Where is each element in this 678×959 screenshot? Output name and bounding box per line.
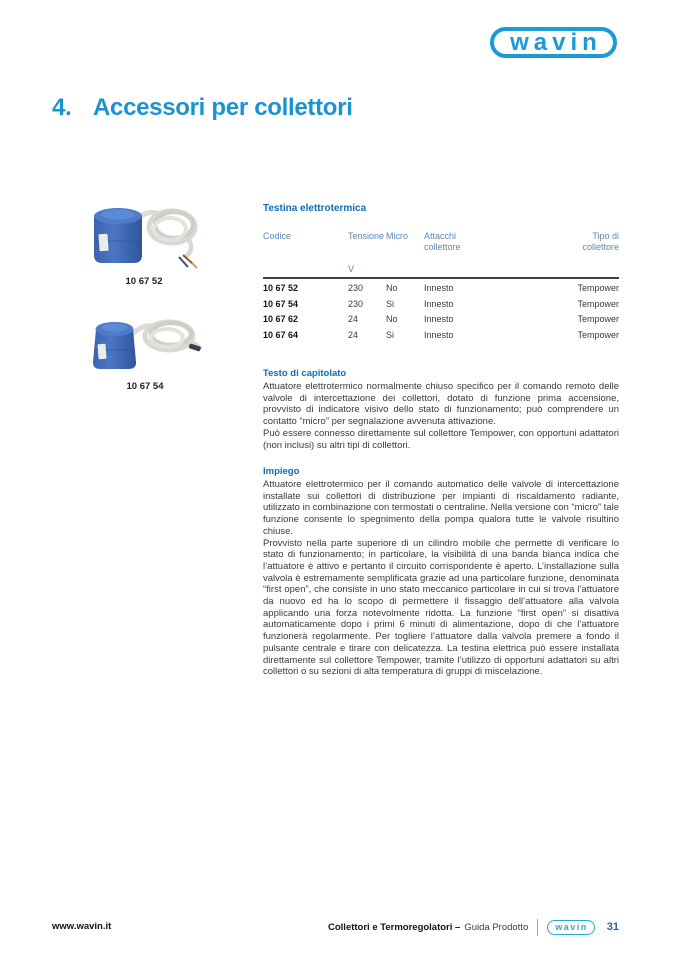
col-header-tensione: Tensione	[348, 231, 385, 241]
table-body	[263, 280, 619, 343]
cell-tipo: Tempower	[577, 330, 619, 341]
section-paragraph: Attuatore elettrotermico normalmente chiuso specifico per il comando remoto delle valvole di intercettazione dei collettori, dotato di funzione prima accensione, provvisto di indicatore visivo dello stato di funzionamento; può comprendere un contatto “micro” per segnalazione avvenuta attivazione.	[263, 381, 619, 428]
cell-attacchi: Innesto	[424, 298, 454, 309]
cell-attacchi: Innesto	[424, 330, 454, 341]
cell-tensione: 230	[348, 298, 364, 309]
cell-code: 10 67 52	[263, 282, 299, 293]
cell-micro: Si	[386, 330, 395, 341]
cell-tensione: 24	[348, 314, 359, 325]
cell-code: 10 67 62	[263, 314, 299, 325]
actuator-photo-icon	[86, 312, 204, 376]
actuator-body	[93, 322, 136, 369]
unit-volt: V	[348, 264, 355, 274]
table-title: Testina elettrotermica	[263, 203, 367, 214]
table-row	[263, 296, 619, 312]
footer-wavin-logo: wavin	[547, 920, 595, 935]
table-row	[263, 280, 619, 296]
wavin-logo-text: wavin	[510, 28, 602, 56]
wavin-logo	[490, 27, 617, 58]
table-row	[263, 312, 619, 328]
chapter-title-text: Accessori per collettori	[93, 94, 353, 121]
cable-coil	[132, 322, 201, 352]
table-row	[263, 327, 619, 343]
cell-micro: No	[386, 282, 398, 293]
cell-code: 10 67 64	[263, 330, 299, 341]
chapter-number: 4.	[52, 94, 72, 121]
page-title	[52, 94, 353, 122]
footer-website: www.wavin.it	[52, 921, 112, 932]
table-header-row	[263, 231, 619, 252]
cell-code: 10 67 54	[263, 298, 299, 309]
footer-doc-title-regular: Guida Prodotto	[464, 921, 529, 933]
section-heading: Impiego	[263, 466, 300, 477]
cell-attacchi: Innesto	[424, 314, 454, 325]
product-code-caption: 10 67 52	[125, 276, 163, 287]
actuator-photo-icon	[88, 199, 200, 273]
col-header-codice: Codice	[263, 231, 292, 241]
cell-micro: Si	[386, 298, 395, 309]
cable-coil	[136, 211, 197, 268]
table-units-row	[263, 264, 619, 274]
section-paragraph: Provvisto nella parte superiore di un cilindro mobile che permette di verificare lo stato di funzionamento; in particolare, la visibilità di una banda bianca indica che l’attuatore è attivo e pertanto il circuito corrispondente è aperto. L’installazione sulla valvola è estremamente semplificata grazie ad una particolare funzione, denominata “first open”, che consiste in uno stato meccanico particolare in cui si trova l’attuatore da nuovo ed ha lo scopo di permettere il fissaggio dell’attuatore alla valvola applicando una forza notevolmente ridotta. La funzione “first open” si disattiva automaticamente dopo i primi 6 minuti di alimentazione, dopo di che l’attuatore funzionerà regolarmente. Per togliere l’attuatore dalla valvola premere a fondo il pulsante centrale e tirare con delicatezza. La testina elettrica può essere installata direttamente sul collettore Tempower, tramite l’utilizzo di opportuni adattatori su altri collettori o su sezioni di alta temperatura di gruppi di miscelazione.	[263, 537, 619, 678]
product-photo-1	[88, 199, 200, 287]
cell-tensione: 230	[348, 282, 364, 293]
cell-tipo: Tempower	[577, 282, 619, 293]
cell-tipo: Tempower	[577, 314, 619, 325]
section-paragraph: Può essere connesso direttamente sul collettore Tempower, con opportuni adattatori (non inclusi) su altri tipi di collettori.	[263, 427, 619, 451]
col-header-attacchi: Attacchi collettore	[424, 231, 461, 252]
actuator-body	[94, 208, 142, 263]
section-heading: Testo di capitolato	[263, 368, 347, 379]
page-number: 31	[606, 921, 619, 933]
col-header-tipo: Tipo di collettore	[582, 231, 619, 252]
section-paragraph: Attuatore elettrotermico per il comando automatico delle valvole di intercettazione installate sui collettori di distribuzione per impianti di riscaldamento radiante, utilizzato in combinazione con termostati o centraline. Nella versione con “micro” tale funzione consente lo spegnimento della pompa qualora tutte le valvole risultino chiuse.	[263, 479, 619, 537]
cell-micro: No	[386, 314, 398, 325]
cell-tipo: Tempower	[577, 298, 619, 309]
footer-divider	[537, 919, 538, 936]
cell-tensione: 24	[348, 330, 359, 341]
product-code-caption: 10 67 54	[126, 381, 164, 392]
footer-doc-title-bold: Collettori e Termoregolatori –	[328, 921, 461, 933]
footer-right-group	[263, 917, 619, 937]
section-testo-di-capitolato	[263, 368, 619, 451]
cell-attacchi: Innesto	[424, 282, 454, 293]
section-impiego	[263, 466, 619, 678]
table-header-rule	[263, 277, 619, 279]
product-photo-2	[86, 312, 204, 392]
col-header-micro: Micro	[386, 231, 408, 241]
